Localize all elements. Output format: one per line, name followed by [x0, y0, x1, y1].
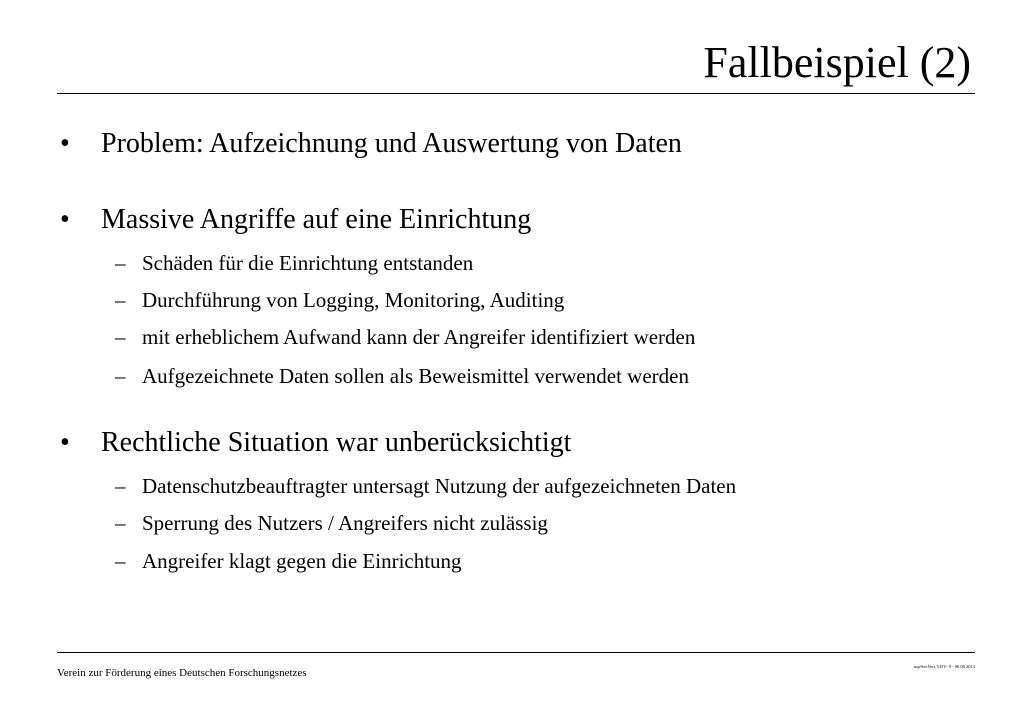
sub-text: Datenschutzbeauftragter untersagt Nutzung der aufgezeichneten Daten: [142, 474, 737, 498]
sub-text: Angreifer klagt gegen die Einrichtung: [142, 549, 462, 573]
sub-text: Schäden für die Einrichtung entstanden: [142, 251, 474, 275]
sub-marker: –: [115, 251, 126, 275]
footer-reference: mp/SecVers 5.DV- 9 - 06.06.2014: [914, 664, 975, 669]
sub-text: mit erheblichem Aufwand kann der Angreifer identifiziert werden: [142, 325, 696, 349]
sub-marker: –: [115, 364, 126, 388]
sub-marker: –: [115, 474, 126, 498]
sub-marker: –: [115, 325, 126, 349]
bullet-marker: •: [60, 427, 70, 458]
footer-organization: Verein zur Förderung eines Deutschen Forschungsnetzes: [57, 667, 307, 679]
sub-text: Aufgezeichnete Daten sollen als Beweismittel verwendet werden: [142, 364, 689, 388]
title-divider: [57, 93, 975, 94]
sub-marker: –: [115, 549, 126, 573]
bullet-marker: •: [60, 128, 70, 159]
bullet-marker: •: [60, 204, 70, 235]
sub-text: Sperrung des Nutzers / Angreifers nicht zulässig: [142, 511, 548, 535]
footer-divider: [57, 652, 975, 653]
sub-text: Durchführung von Logging, Monitoring, Auditing: [142, 288, 565, 312]
sub-marker: –: [115, 511, 126, 535]
slide-title: Fallbeispiel (2): [703, 38, 971, 87]
sub-marker: –: [115, 288, 126, 312]
bullet-text: Rechtliche Situation war unberücksichtigt: [101, 427, 572, 458]
bullet-text: Massive Angriffe auf eine Einrichtung: [101, 204, 532, 235]
bullet-text: Problem: Aufzeichnung und Auswertung von Daten: [101, 128, 682, 159]
